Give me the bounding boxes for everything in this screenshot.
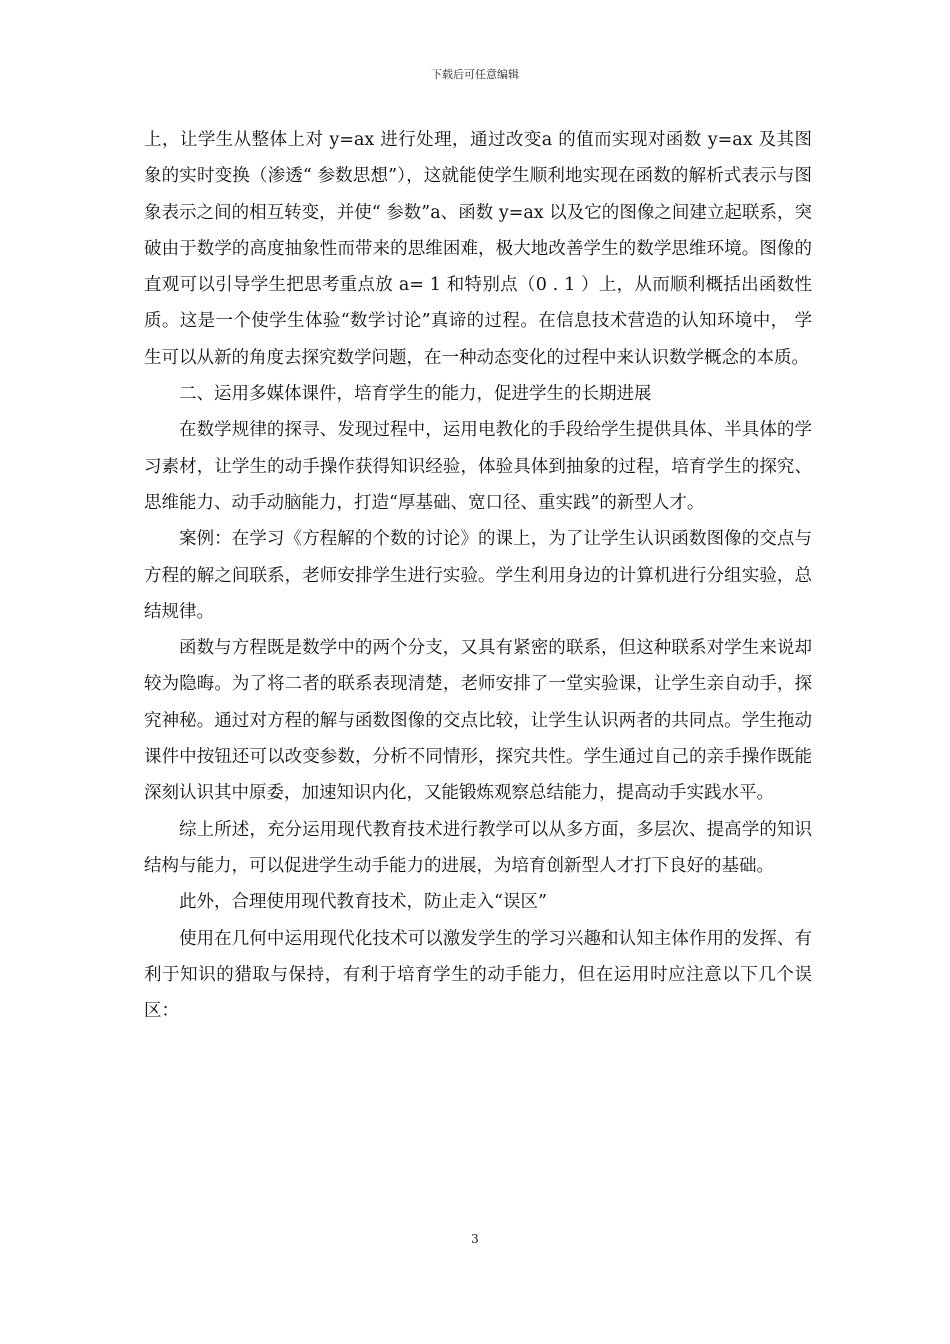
- paragraph-summary: 综上所述，充分运用现代教育技术进行教学可以从多方面，多层次、提高学的知识结构与能力，可以促进学生动手能力的进展，为培育创新型人才打下良好的基础。: [144, 819, 812, 876]
- paragraph: 函数与方程既是数学中的两个分支，又具有紧密的联系，但这种联系对学生来说却较为隐晦。为了将二者的联系表现清楚，老师安排了一堂实验课，让学生亲自动手，探究神秘。通过对方程的解与函数图像的交点比较，让学生认识两者的共同点。学生拖动课件中按钮还可以改变参数，分析不同情形，探究共性。学生通过自己的亲手操作既能深刻认识其中原委，加速知识内化，又能锻炼观察总结能力，提高动手实践水平。: [144, 638, 812, 804]
- paragraph-case: 案例：在学习《方程解的个数的讨论》的课上，为了让学生认识函数图像的交点与方程的解之间联系，老师安排学生进行实验。学生利用身边的计算机进行分组实验，总结规律。: [144, 529, 812, 622]
- section-heading: 此外，合理使用现代教育技术，防止走入“误区”: [179, 892, 547, 913]
- paragraph: 使用在几何中运用现代化技术可以激发学生的学习兴趣和认知主体作用的发挥、有利于知识的猎取与保持，有利于培育学生的动手能力，但在运用时应注意以下几个误区：: [144, 928, 812, 1022]
- section-heading: 二、运用多媒体课件，培育学生的能力，促进学生的长期进展: [179, 384, 652, 405]
- document-body: [144, 122, 812, 1029]
- paragraph: 在数学规律的探寻、发现过程中，运用电教化的手段给学生提供具体、半具体的学习素材，让学生的动手操作获得知识经验，体验具体到抽象的过程，培育学生的探究、思维能力、动手动脑能力，打造“厚基础、宽口径、重实践”的新型人才。: [144, 420, 812, 513]
- page-header: 下载后可任意编辑: [431, 68, 519, 81]
- page-number: 3: [471, 1232, 479, 1246]
- paragraph-continuation: 上，让学生从整体上对 y=ax 进行处理，通过改变a 的值而实现对函数 y=ax 及其图象的实时变换（渗透“ 参数思想”），这就能使学生顺利地实现在函数的解析式表示与图象表示之间的相互转变，并使“ 参数”a、函数 y=ax 以及它的图像之间建立起联系，突破由于数学的高度抽象性而带来的思维困难，极大地改善学生的数学思维环境。图像的直观可以引导学生把思考重点放 a= 1 和特别点（0 . 1 ）上，从而顺利概括出函数性质。这是一个使学生体验“数学讨论”真谛的过程。在信息技术营造的认知环境中， 学生可以从新的角度去探究数学问题，在一种动态变化的过程中来认识数学概念的本质。: [144, 130, 812, 368]
